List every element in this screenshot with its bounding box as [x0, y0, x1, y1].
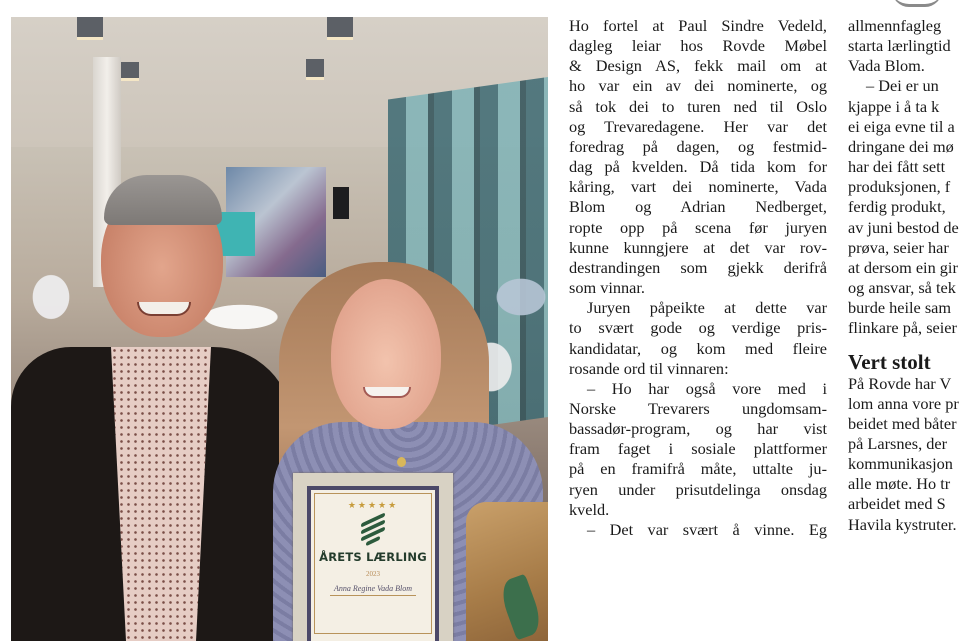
text-line: og Trevaredagene. Her var det — [569, 116, 827, 136]
text-line: – Det var svært å vinne. Eg — [587, 519, 827, 539]
logo-icon — [357, 512, 389, 546]
text-line: Vada Blom. — [848, 56, 925, 76]
text-line: dagleg leiar hos Rovde Møbel — [569, 36, 827, 56]
text-line: produksjonen, f — [848, 177, 951, 197]
paragraph — [848, 16, 980, 76]
text-line: På Rovde har V — [848, 373, 952, 393]
text-line: rosande ord til vinnaren: — [569, 358, 729, 378]
crosshead: Vert stolt — [848, 349, 931, 374]
ceiling-lamp — [121, 62, 139, 81]
diploma-frame — [293, 473, 453, 641]
text-line: foredrag på dagen, og festmid- — [569, 136, 827, 156]
text-line: starta lærlingtid — [848, 36, 951, 56]
text-line: beidet med båter — [848, 413, 957, 433]
text-line: Blom og Adrian Nedberget, — [569, 197, 827, 217]
text-line: alle møte. Ho tr — [848, 474, 951, 494]
woman-smile — [363, 387, 411, 398]
man-hair — [104, 175, 222, 225]
text-line: kveld. — [569, 499, 610, 519]
text-line: kandidatar, og kom med fleire — [569, 338, 827, 358]
text-line: ho var ein av dei nominerte, og — [569, 76, 827, 96]
text-line: to svært gode og verdige pris- — [569, 318, 827, 338]
text-line: kommunikasjon — [848, 454, 953, 474]
text-line: arbeidet med S — [848, 494, 946, 514]
text-line: av juni bestod de — [848, 217, 959, 237]
man-shirt — [111, 347, 211, 641]
text-line: prøva, seier har — [848, 237, 949, 257]
stars-icon: ★★★★★ — [347, 500, 399, 510]
text-line: Havila kystruter. — [848, 514, 957, 534]
diploma — [307, 486, 439, 641]
text-line: på en framifrå måte, uttalte ju- — [569, 459, 827, 479]
paragraph — [569, 379, 827, 520]
paragraph — [569, 16, 827, 298]
diploma-recipient: Anna Regine Vada Blom — [330, 584, 416, 596]
text-line: som vinnar. — [569, 278, 645, 298]
text-line: Ho fortel at Paul Sindre Vedeld, — [569, 16, 827, 35]
text-line: – Dei er un — [866, 76, 939, 96]
paragraph — [848, 76, 980, 338]
ceiling-lamp — [77, 17, 103, 40]
speaker — [333, 187, 349, 219]
text-line: på Larsnes, der — [848, 433, 947, 453]
text-line: burde heile sam — [848, 298, 952, 318]
ceiling-lamp — [306, 59, 324, 80]
text-line: flinkare på, seier — [848, 318, 957, 338]
article-column-2 — [848, 16, 980, 535]
text-line: og ansvar, så tek — [848, 278, 956, 298]
text-line: dringane dei mø — [848, 136, 954, 156]
article-column-1 — [569, 16, 827, 540]
text-line: kåring, vart dei nominerte, Vada — [569, 177, 827, 197]
paragraph — [569, 298, 827, 379]
text-line: destrandingen som gjekk derifrå — [569, 257, 827, 277]
woman-face — [331, 279, 441, 429]
text-line: har dei fått sett — [848, 157, 946, 177]
diploma-title: ÅRETS LÆRLING — [319, 550, 427, 564]
text-line: bassadør-program, og har vist — [569, 419, 827, 439]
text-line: & Design AS, fekk mail om at — [569, 56, 827, 76]
text-line: så tok dei to turen ned til Oslo — [569, 96, 827, 116]
text-line: allmennfagleg — [848, 16, 942, 35]
text-line: Norske Trevarers ungdomsam- — [569, 398, 827, 418]
text-line: kunne kunngjere at det var rov- — [569, 237, 827, 257]
diploma-year: 2023 — [366, 570, 380, 578]
text-line: – Ho har også vore med i — [587, 378, 827, 398]
text-line: dag på kvelden. Då tida kom for — [569, 157, 827, 177]
text-line: kjappe i å ta k — [848, 96, 940, 116]
text-line: Juryen påpeikte at dette var — [587, 298, 827, 318]
text-line: ryen under prisutdelinga onsdag — [569, 479, 827, 499]
text-line: ei eiga evne til a — [848, 116, 955, 136]
necklace — [397, 457, 406, 467]
article-column-2-viewport — [848, 0, 980, 641]
text-line: ropte opp på scena før juryen — [569, 217, 827, 237]
article-photo — [11, 17, 548, 641]
ceiling-lamp — [327, 17, 353, 40]
text-line: ferdig produkt, — [848, 197, 946, 217]
paragraph — [848, 374, 980, 535]
paragraph — [569, 520, 827, 540]
text-line: lom anna vore pr — [848, 393, 959, 413]
man-smile — [137, 302, 191, 316]
text-line: at dersom ein gir — [848, 257, 958, 277]
text-line: fram faget i sosiale plattformer — [569, 439, 827, 459]
